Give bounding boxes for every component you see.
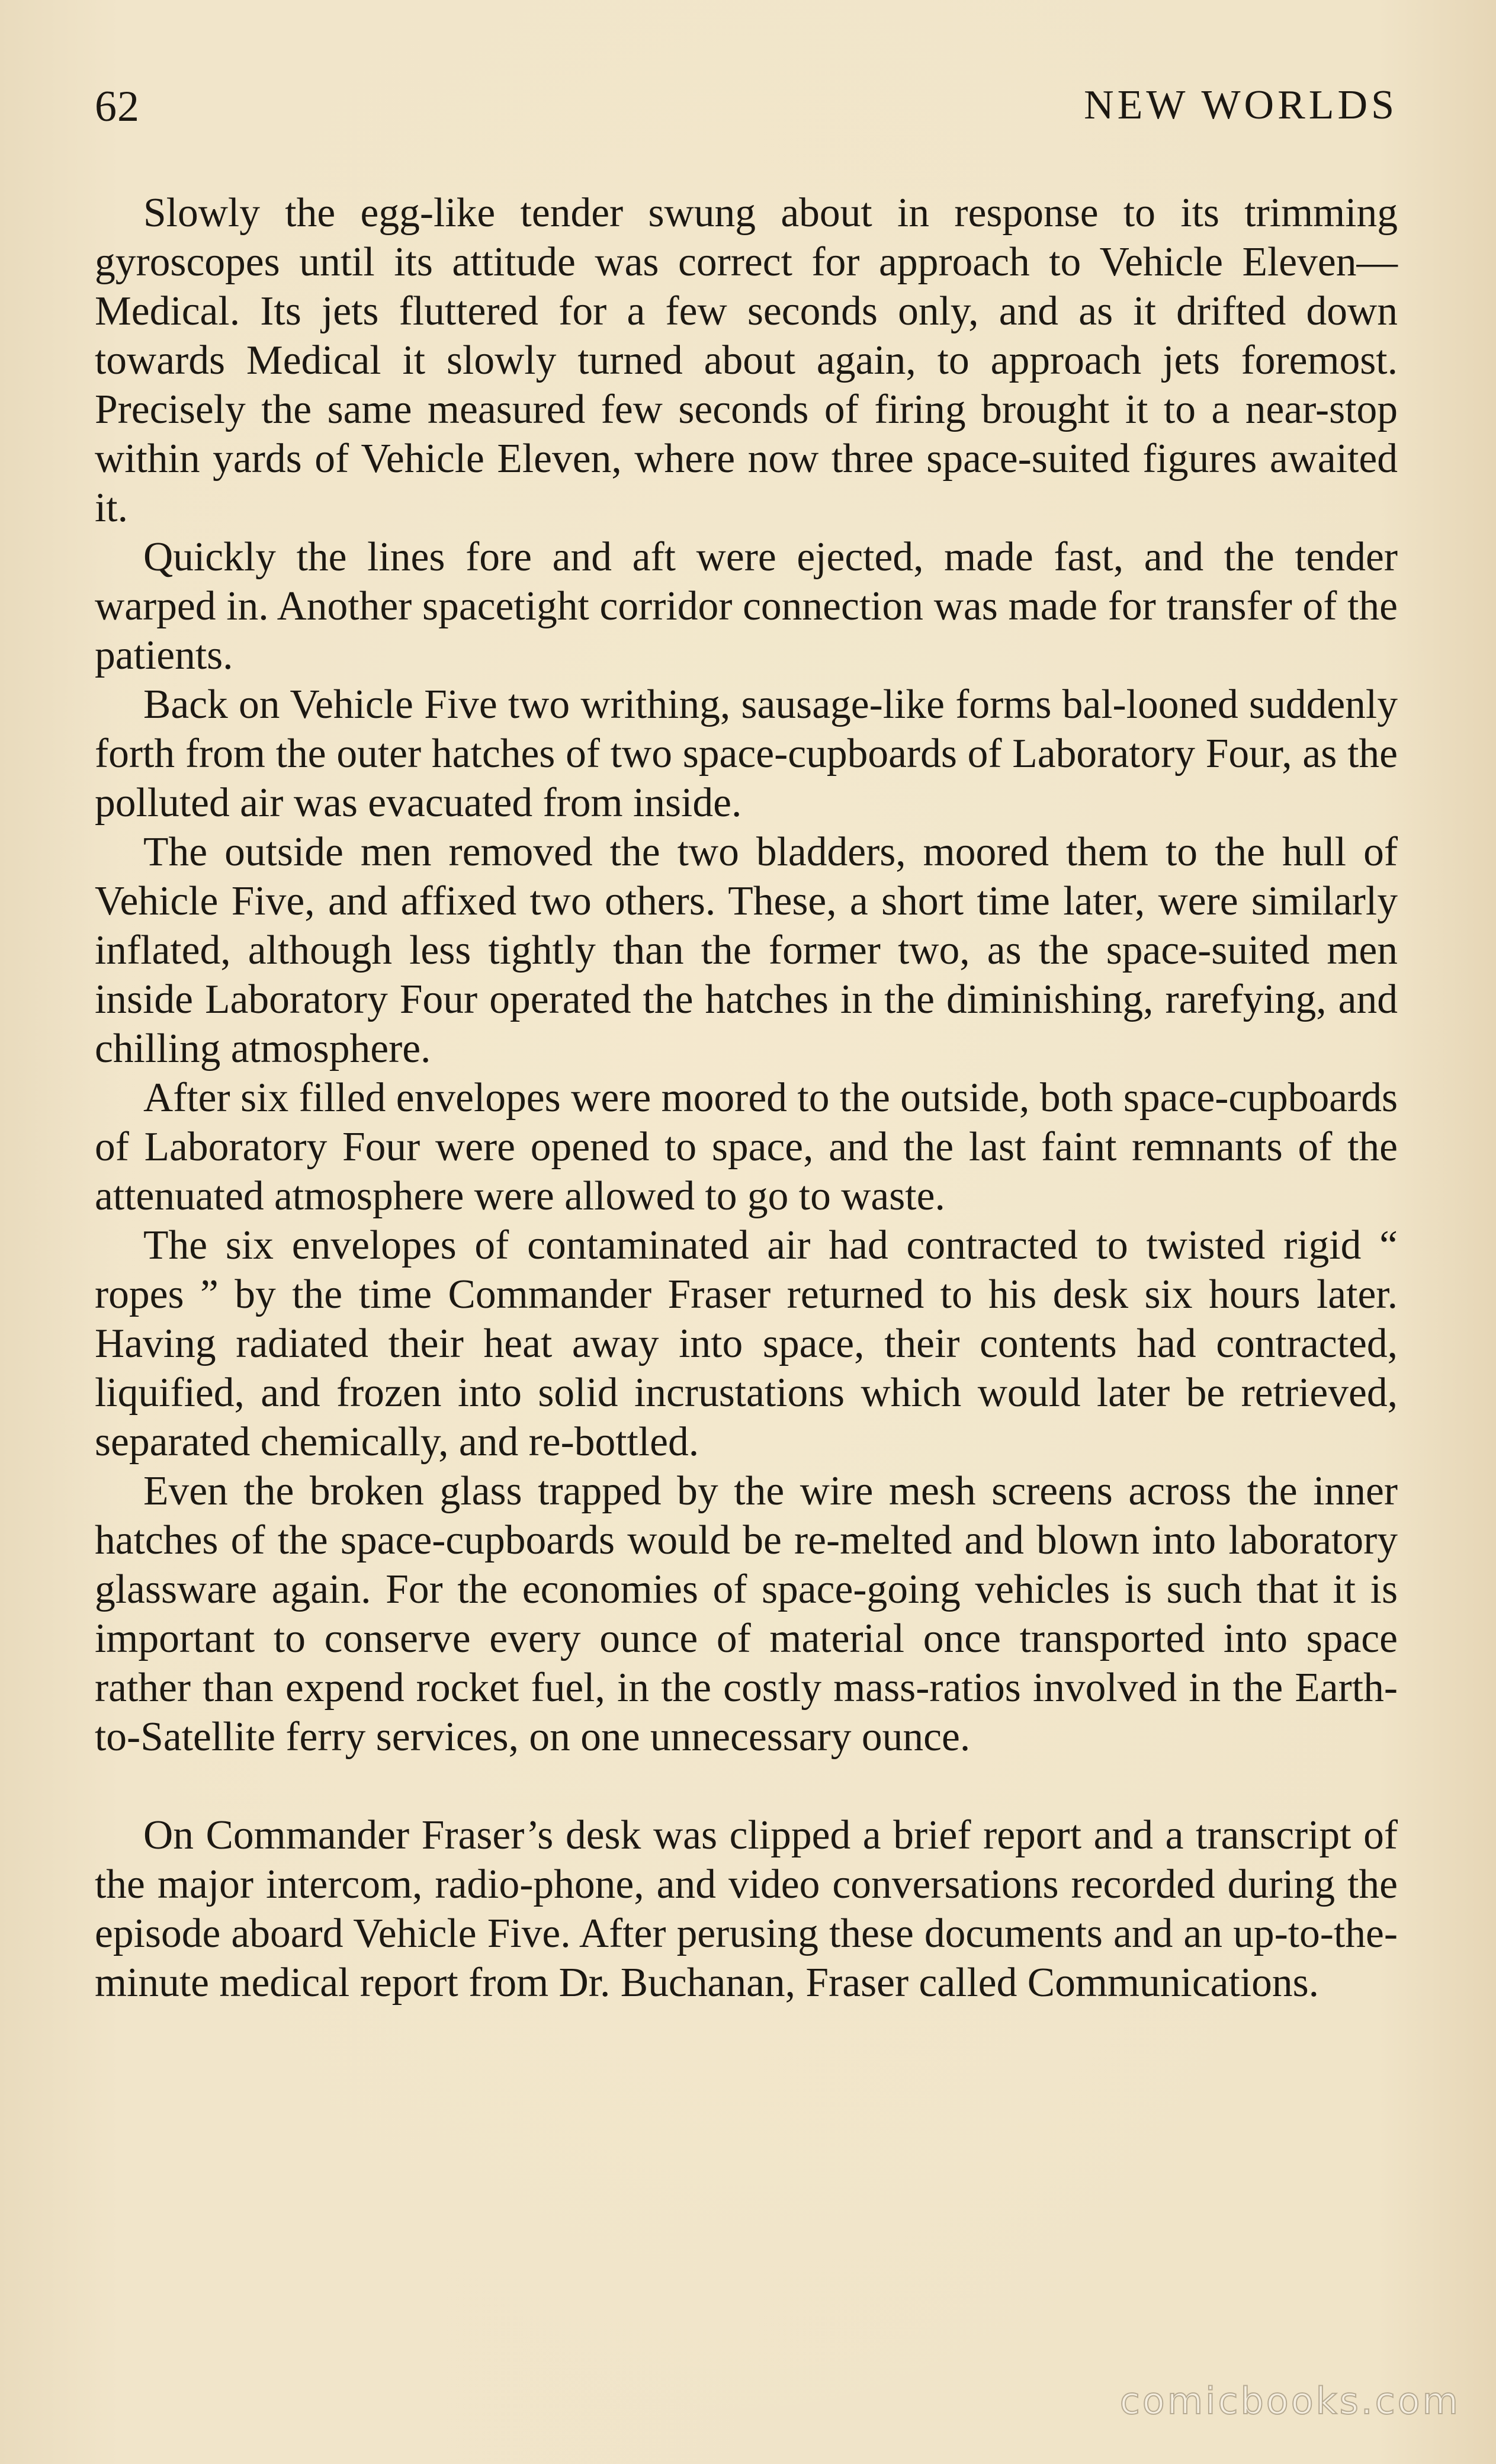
paragraph: Back on Vehicle Five two writhing, sausage-like forms bal-looned suddenly forth from the outer hatches of two space-cupboards of Laboratory Four, as the polluted air was evacuated from inside.: [95, 682, 1398, 826]
running-head: NEW WORLDS: [1084, 82, 1398, 128]
watermark: comicbooks.com: [1119, 2379, 1460, 2423]
paragraph: The outside men removed the two bladders, moored them to the hull of Vehicle Five, and affixed two others. These, a short time later, were similarly inflated, although less tightly than the former two, as the space-suited men inside Laboratory Four operated the hatches in the diminishing, rarefying, and chilling atmosphere.: [95, 829, 1398, 1071]
paragraph: On Commander Fraser’s desk was clipped a brief report and a transcript of the major intercom, radio-phone, and video conversations recorded during the episode aboard Vehicle Five. After perusing these documents and an up-to-the-minute medical report from Dr. Buchanan, Fraser called Communications.: [95, 1812, 1398, 2006]
paragraph: The six envelopes of contaminated air had contracted to twisted rigid “ ropes ” by the time Commander Fraser returned to his desk six hours later. Having radiated their heat away into space, their contents had contracted, liquified, and frozen into solid incrustations which would later be retrieved, separated chemically, and re-bottled.: [95, 1223, 1398, 1465]
paragraph: Slowly the egg-like tender swung about in response to its trimming gyroscopes until its attitude was correct for approach to Vehicle Eleven—Medical. Its jets fluttered for a few seconds only, and as it drifted down towards Medical it slowly turned about again, to approach jets foremost. Precisely the same measured few seconds of firing brought it to a near-stop within yards of Vehicle Eleven, where now three space-suited figures awaited it.: [95, 190, 1398, 531]
page-number: 62: [95, 82, 140, 131]
paragraph: Quickly the lines fore and aft were ejected, made fast, and the tender warped in. Another spacetight corridor connection was made for transfer of the patients.: [95, 534, 1398, 678]
paragraph: Even the broken glass trapped by the wire mesh screens across the inner hatches of the space-cupboards would be re-melted and blown into laboratory glassware again. For the economies of space-going vehicles is such that it is important to conserve every ounce of material once transported into space rather than expend rocket fuel, in the costly mass-ratios involved in the Earth-to-Satellite ferry services, on one unnecessary ounce.: [95, 1468, 1398, 1760]
body-text: [95, 188, 1398, 2007]
page-header: [95, 82, 1398, 147]
paragraph: After six filled envelopes were moored to the outside, both space-cupboards of Laboratory Four were opened to space, and the last faint remnants of the attenuated atmosphere were allowed to go to waste.: [95, 1075, 1398, 1219]
